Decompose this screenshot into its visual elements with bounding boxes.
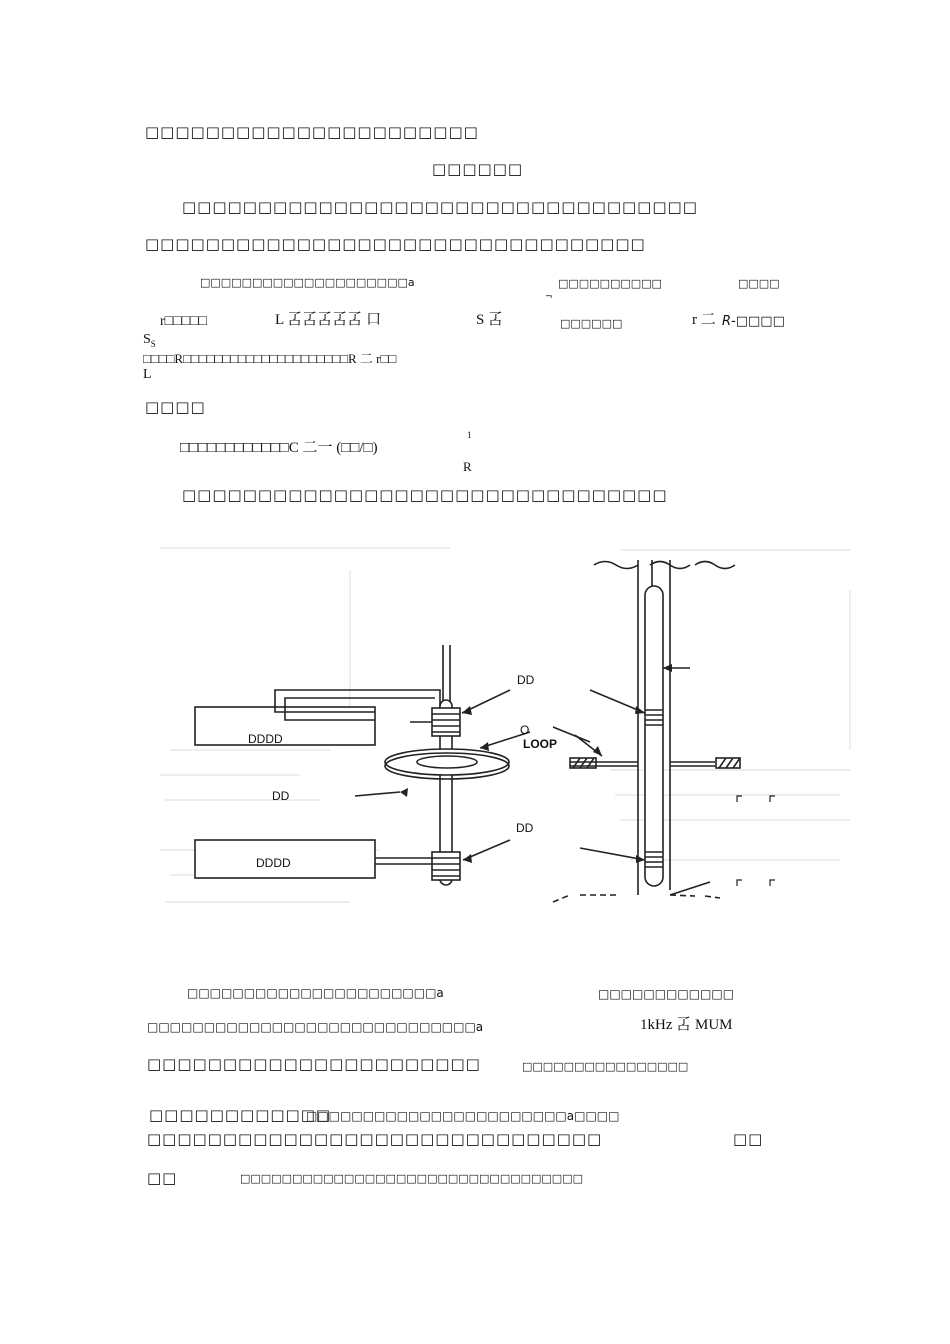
formula-row-1a: □□□□□□□□□□□□□□□□□□□□a [200,276,415,289]
ss-symbol [143,333,156,349]
formula-row-2c: S 叾 [476,312,504,328]
caption-6a: □□ [147,1169,178,1187]
caption-3b: □□□□□□□□□□□□□□□□ [522,1060,689,1073]
caption-1a: □□□□□□□□□□□□□□□□□□□□□□a [187,986,444,1000]
label-o: O [520,723,530,737]
label-dd-lower: DD [516,821,534,835]
probe-tube [645,586,663,886]
formula-row-2a: r□□□□□ [160,314,207,329]
right-apparatus [553,560,740,902]
label-dd-mid: DD [272,789,290,803]
formula-row-2f: R-□□□□ [722,314,785,329]
paragraph-4: □□□□□□□□□□□□□□□□□□□□□□□□□□□□□□□□ [182,486,668,504]
caption-5a: □□□□□□□□□□□□□□□□□□□□□□□□□□□□□□ [147,1130,603,1148]
caption-4a: □□□□□□□□□□□□ [149,1106,332,1124]
formula-row-3: □□□□R□□□□□□□□□□□□□□□□□□□□□R 二 r□□ [143,351,397,366]
label-dd-upper: DD [517,673,535,687]
paragraph-3: □□□□ [145,398,206,416]
caption-3a: □□□□□□□□□□□□□□□□□□□□□□ [147,1055,481,1073]
formula-row-3-l: L [143,367,152,382]
formula-row-2b: L 叾叾叾叾叾 口 [275,312,382,328]
label-box-top: DDDD [248,732,283,746]
caption-2b: 1kHz 叾 MUM [640,1017,733,1033]
ss-main: S [143,332,151,347]
caption-2a: □□□□□□□□□□□□□□□□□□□□□□□□□□□□□a [147,1020,484,1034]
formula-row-1d: ¬ [545,292,553,302]
apparatus-figure [150,530,870,950]
paragraph-2: □□□□□□□□□□□□□□□□□□□□□□□□□□□□□□□□□ [145,235,646,253]
line-1: □□□□□□□□□□□□□□□□□□□□□□ [145,123,479,141]
paragraph-1: □□□□□□□□□□□□□□□□□□□□□□□□□□□□□□□□□□ [182,198,698,216]
formula-c: □□□□□□□□□□□□C 二一 (□□/□) [180,440,378,456]
section-heading: □□□□□□ [432,160,524,178]
caption-1b: □□□□□□□□□□□□ [598,987,735,1001]
label-loop: LOOP [523,737,558,751]
formula-sup: 1 [467,430,472,440]
right-corner-marks [737,796,775,886]
formula-row-1c: □□□□ [738,277,780,290]
caption-4b: □□□□□□□□□□□□□□□□□□□□□□□a□□□□ [306,1109,620,1123]
label-box-bottom: DDDD [256,856,291,870]
formula-row-2d: □□□□□□ [560,317,623,330]
formula-row-1b: □□□□□□□□□□ [558,277,662,290]
ss-subscript: S [150,338,156,349]
left-apparatus [195,645,530,885]
caption-5b: □□ [733,1130,764,1148]
caption-6b: □□□□□□□□□□□□□□□□□□□□□□□□□□□□□□□□□ [240,1172,583,1185]
formula-r: R [463,459,472,474]
formula-row-2e: r 二 [692,312,716,328]
